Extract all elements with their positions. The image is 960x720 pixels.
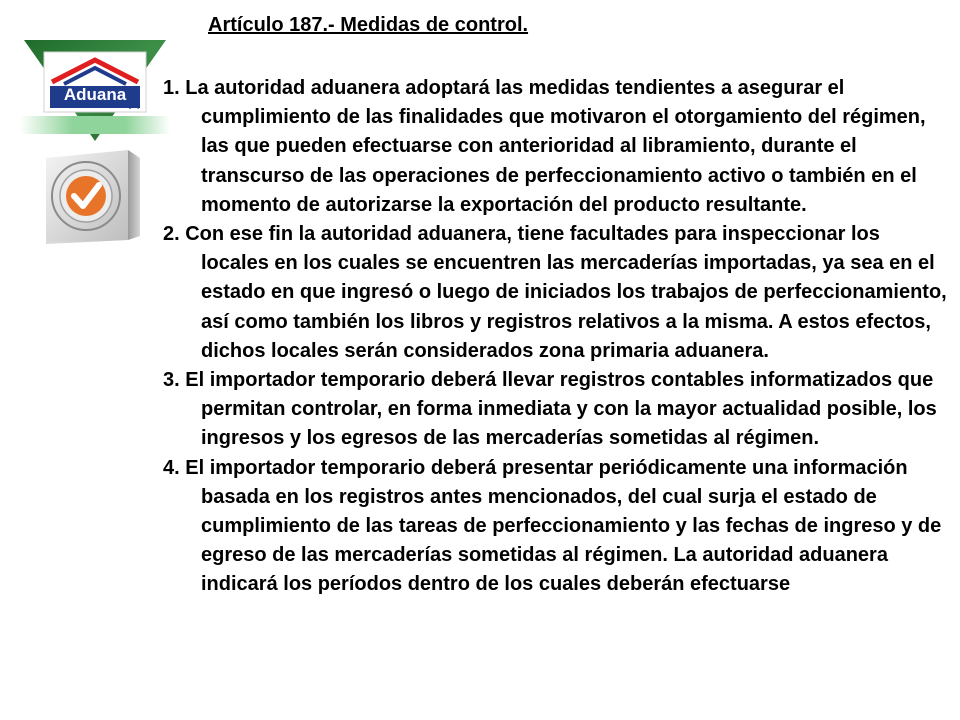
iso-certification-badge xyxy=(36,148,151,273)
aduana-logo xyxy=(20,38,170,143)
logo-name-text: Aduana xyxy=(63,85,127,104)
article-title: Artículo 187.- Medidas de control. xyxy=(208,14,529,36)
logo-subtitle-text: Paraguay xyxy=(117,104,140,110)
article-paragraph: 2. Con ese fin la autoridad aduanera, tiene facultades para inspeccionar los locales en los cuales se encuentren las mercaderías importadas, ya sea en el estado en que ingresó o luego de iniciados los trabajos de perfeccionamiento, así como también los libros y registros relativos a la misma. A estos efectos, dichos locales serán considerados zona primaria aduanera. xyxy=(163,223,947,362)
article-paragraph: 4. El importador temporario deberá presentar periódicamente una información basada en los registros antes mencionados, del cual surja el estado de cumplimiento de las tareas de perfeccionamiento y las fechas de ingreso y de egreso de las mercaderías sometidas al régimen. La autoridad aduanera indicará los períodos dentro de los cuales deberán efectuarse xyxy=(163,456,942,596)
article-paragraph: 1. La autoridad aduanera adoptará las medidas tendientes a asegurar el cumplimiento de las finalidades que motivaron el otorgamiento del régimen, las que pueden efectuarse con anterioridad al libramiento, durante el transcurso de las operaciones de perfeccionamiento activo o también en el momento de autorizarse la exportación del producto resultante. xyxy=(163,77,926,216)
article-paragraph: 3. El importador temporario deberá llevar registros contables informatizados que permitan controlar, en forma inmediata y con la mayor actualidad posible, los ingresos y los egresos de las mercaderías sometidas al régimen. xyxy=(163,369,937,450)
article-paragraphs xyxy=(163,74,953,600)
iso-certification-seal-icon xyxy=(36,148,151,273)
